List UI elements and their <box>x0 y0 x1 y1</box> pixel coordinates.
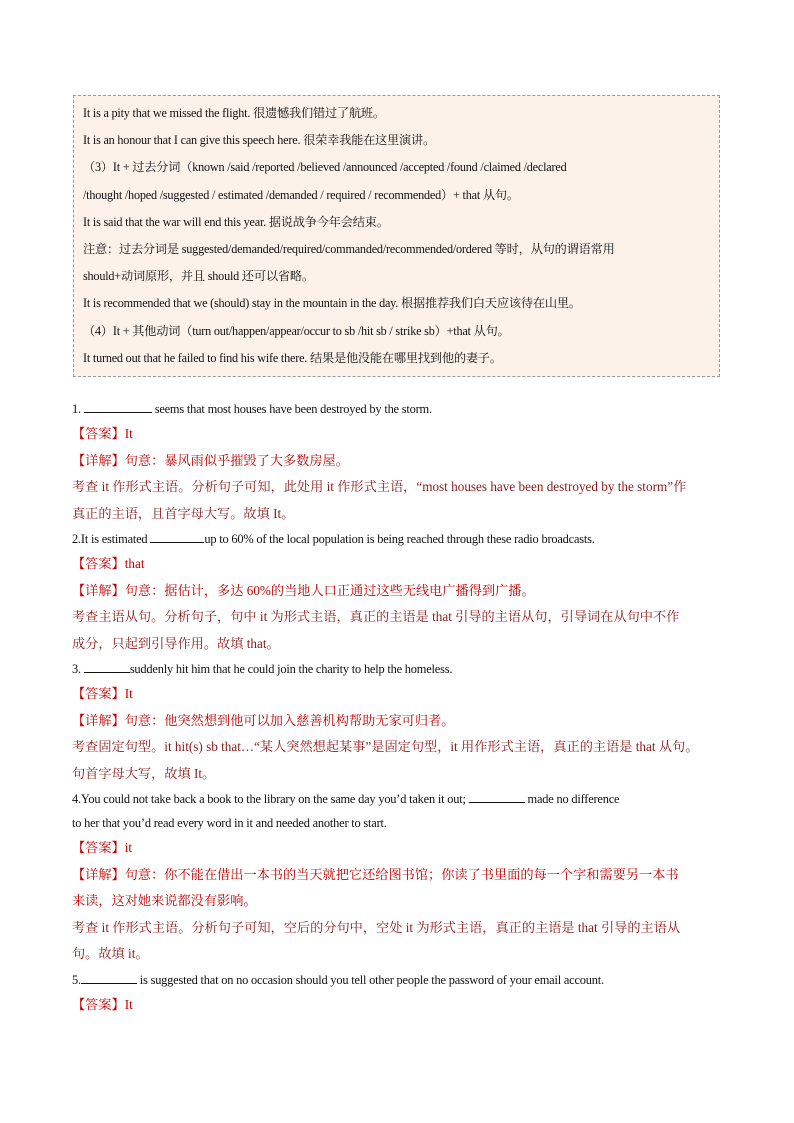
detail-line: 【详解】句意：他突然想到他可以加入慈善机构帮助无家可归者。 <box>72 712 455 728</box>
question-number: 5. <box>72 972 81 987</box>
question-3 <box>72 657 727 681</box>
exercise-list <box>72 397 727 1018</box>
question-1 <box>72 397 727 421</box>
answer-line: 【答案】it <box>72 840 133 855</box>
detail-line-continued: 来读，这对她来说都没有影响。 <box>72 893 257 908</box>
detail-line: 【详解】句意：你不能在借出一本书的当天就把它还给图书馆；你读了书里面的每一个字和需要另一本书 <box>72 866 679 882</box>
analysis-line: 考查 it 作形式主语。分析句子可知，此处用 it 作形式主语，“most houses have been destroyed by the storm”作 <box>72 479 687 494</box>
answer-blank <box>150 531 204 543</box>
question-5 <box>72 968 727 992</box>
note-line: It turned out that he failed to find his wife there. 结果是他没能在哪里找到他的妻子。 <box>83 350 502 365</box>
analysis-line: 句。故填 it。 <box>72 946 149 961</box>
note-line: （4）It + 其他动词（turn out/happen/appear/occur to sb /hit sb / strike sb）+that 从句。 <box>83 323 510 338</box>
question-number: 4. <box>72 792 81 806</box>
question-number: 1. <box>72 402 81 416</box>
answer-line: 【答案】It <box>72 686 133 701</box>
question-2 <box>72 527 727 551</box>
question-4 <box>72 787 727 811</box>
answer-blank <box>81 972 137 984</box>
question-number: 3. <box>72 662 81 676</box>
note-line: It is an honour that I can give this speech here. 很荣幸我能在这里演讲。 <box>83 133 435 148</box>
analysis-line: 考查固定句型。it hit(s) sb that…“某人突然想起某事”是固定句型，it 用作形式主语，真正的主语是 that 从句。 <box>72 739 699 754</box>
answer-line: 【答案】It <box>72 996 133 1012</box>
question-text: is suggested that on no occasion should you tell other people the password of your email account. <box>136 972 604 987</box>
note-line: 注意：过去分词是 suggested/demanded/required/commanded/recommended/ordered 等时，从句的谓语常用 <box>83 241 615 256</box>
question-text: You could not take back a book to the library on the same day you’d taken it out; <box>80 792 469 806</box>
question-text: seems that most houses have been destroyed by the storm. <box>151 402 432 416</box>
note-line: It is a pity that we missed the flight. 很遗憾我们错过了航班。 <box>83 106 385 120</box>
question-number: 2. <box>72 532 81 546</box>
question-text-continued: to her that you’d read every word in it and needed another to start. <box>72 816 387 830</box>
note-line: It is said that the war will end this year. 据说战争今年会结束。 <box>83 214 389 229</box>
note-line: /thought /hoped /suggested / estimated /demanded / required / recommended）+ that 从句。 <box>83 187 519 202</box>
analysis-line: 句首字母大写，故填 It。 <box>72 765 216 781</box>
note-line: It is recommended that we (should) stay in the mountain in the day. 根据推荐我们白天应该待在山里。 <box>83 296 581 311</box>
question-text: suddenly hit him that he could join the charity to help the homeless. <box>129 662 453 676</box>
grammar-note-box <box>73 95 720 377</box>
answer-blank <box>469 791 525 803</box>
question-text: up to 60% of the local population is being reached through these radio broadcasts. <box>204 532 595 546</box>
answer-line: 【答案】It <box>72 426 133 441</box>
answer-blank <box>84 661 130 673</box>
question-text: made no difference <box>524 792 620 806</box>
analysis-line: 考查主语从句。分析句子，句中 it 为形式主语，真正的主语是 that 引导的主语从句，引导词在从句中不作 <box>72 609 680 624</box>
answer-line: 【答案】that <box>72 556 145 571</box>
analysis-line: 真正的主语，且首字母大写。故填 It。 <box>72 505 295 521</box>
detail-line: 【详解】句意：据估计，多达 60%的当地人口正通过这些无线电广播得到广播。 <box>72 582 535 598</box>
analysis-line: 考查 it 作形式主语。分析句子可知，空后的分句中，空处 it 为形式主语，真正的主语是 that 引导的主语从 <box>72 919 681 935</box>
answer-blank <box>84 401 152 413</box>
note-line: （3）It + 过去分词（known /said /reported /believed /announced /accepted /found /claimed /declared <box>83 160 567 175</box>
analysis-line: 成分，只起到引导作用。故填 that。 <box>72 635 280 651</box>
note-line: should+动词原形，并且 should 还可以省略。 <box>83 269 314 284</box>
question-text: It is estimated <box>80 532 151 546</box>
detail-line: 【详解】句意：暴风雨似乎摧毁了大多数房屋。 <box>72 452 349 468</box>
